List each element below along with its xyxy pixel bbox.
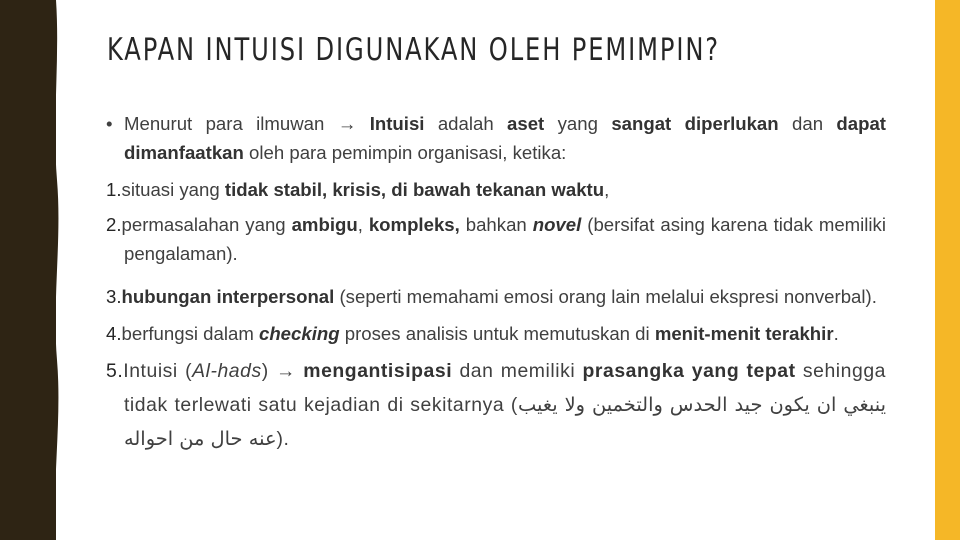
text-run: situasi yang: [121, 179, 225, 200]
item-text: [122, 286, 877, 307]
item-number: 1.: [106, 179, 122, 200]
text-run: oleh para pemimpin organisasi, ketika:: [243, 142, 567, 163]
slide-title: KAPAN INTUISI DIGUNAKAN OLEH PEMIMPIN?: [107, 32, 721, 68]
emphasis-text: tidak stabil, krisis, di bawah tekanan waktu: [224, 179, 605, 200]
text-run: adalah: [424, 113, 508, 134]
text-run: ).: [276, 428, 290, 450]
text-run: permasalahan yang: [121, 214, 292, 235]
arabic-quote: ينبغي ان يكون جيد الحدس والتخمين ولا يغيب عنه حال من احواله: [124, 393, 887, 450]
right-accent-band: [935, 0, 960, 540]
intro-bullet: [106, 109, 886, 167]
emphasis-text: hubungan interpersonal: [121, 286, 335, 307]
emphasis-text: Intuisi: [369, 113, 425, 134]
item-text: [122, 214, 886, 264]
emphasis-text: checking: [258, 323, 340, 344]
emphasis-text: dapat dimanfaatkan: [124, 113, 886, 163]
emphasis-text: aset: [507, 113, 545, 134]
text-run: bahkan: [459, 214, 533, 235]
wavy-edge-shape: [40, 0, 58, 540]
bullet-marker: •: [106, 113, 113, 134]
emphasis-text: menit-menit terakhir: [654, 323, 834, 344]
text-run: Al-hads: [192, 360, 262, 382]
emphasis-text: mengantisipasi: [303, 360, 453, 382]
item-number: 4.: [106, 323, 122, 344]
emphasis-text: novel: [532, 214, 582, 235]
item-number: 3.: [106, 286, 122, 307]
item-number: 2.: [106, 214, 122, 235]
right-gap: [926, 0, 935, 540]
text-run: (seperti memahami emosi orang lain melalui ekspresi nonverbal).: [334, 286, 877, 307]
emphasis-text: sangat diperlukan: [611, 113, 779, 134]
text-run: .: [833, 323, 839, 344]
wavy-edge-decoration: [40, 0, 80, 540]
text-run: dan memiliki: [452, 360, 583, 382]
text-run: Intuisi (: [123, 360, 193, 382]
item-number: 5.: [106, 360, 124, 382]
list-item-5: [106, 355, 886, 456]
text-run: (bersifat asing karena tidak memiliki pengalaman).: [124, 214, 886, 264]
emphasis-text: ambigu: [291, 214, 358, 235]
item-text: [122, 323, 839, 344]
list-item-3: [106, 282, 886, 311]
slide-content: [106, 109, 886, 456]
item-text: [122, 179, 610, 200]
text-run: dan: [778, 113, 837, 134]
text-run: Menurut para ilmuwan →: [124, 113, 370, 134]
emphasis-text: prasangka yang tepat: [582, 360, 796, 382]
text-run: sehingga tidak terlewati satu kejadian di sekitarnya (: [124, 360, 887, 416]
item-text: [123, 360, 886, 450]
list-item-4: [106, 319, 886, 348]
emphasis-text: kompleks,: [368, 214, 460, 235]
list-item-1: [106, 175, 886, 204]
text-run: proses analisis untuk memutuskan di: [339, 323, 655, 344]
intro-text: [124, 109, 886, 167]
text-run: ) →: [261, 360, 304, 382]
text-run: yang: [544, 113, 612, 134]
text-run: ,: [357, 214, 369, 235]
text-run: berfungsi dalam: [121, 323, 259, 344]
text-run: ,: [604, 179, 610, 200]
list-item-2: [106, 210, 886, 268]
